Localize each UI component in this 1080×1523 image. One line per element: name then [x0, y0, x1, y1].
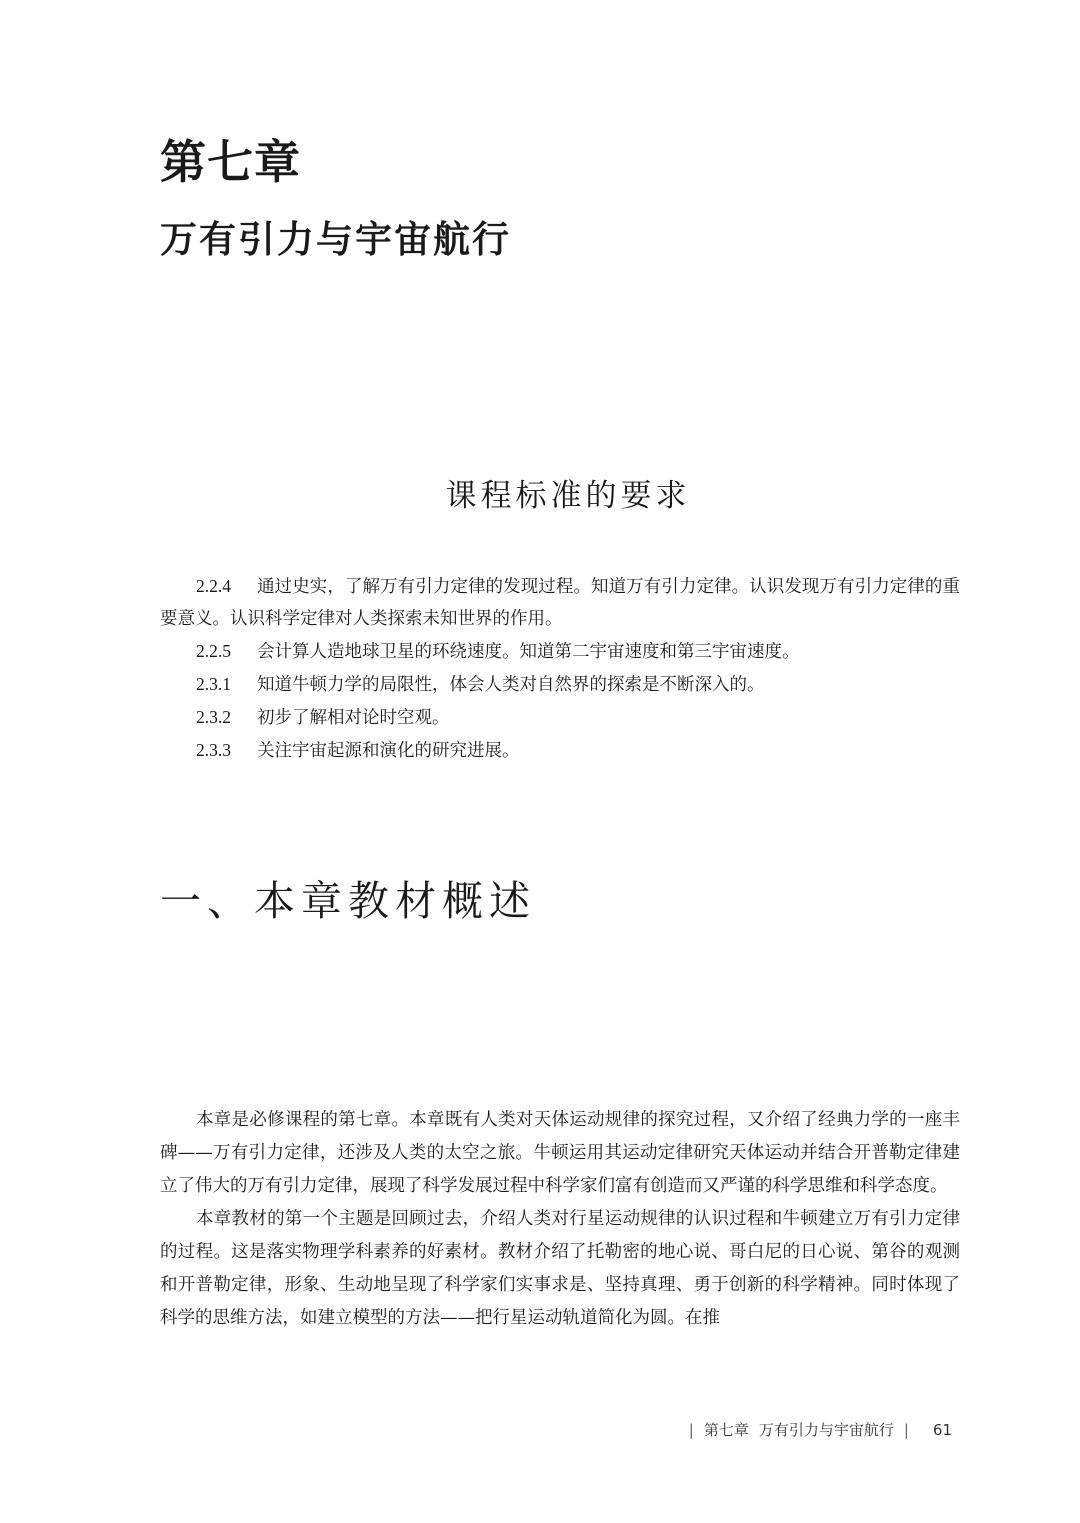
standards-item: [160, 701, 960, 734]
body-paragraph: 本章是必修课程的第七章。本章既有人类对天体运动规律的探究过程，又介绍了经典力学的一座丰碑——万有引力定律，还涉及人类的太空之旅。牛顿运用其运动定律研究天体运动并结合开普勒定律建立了伟大的万有引力定律，展现了科学发展过程中科学家们富有创造而又严谨的科学思维和科学态度。: [160, 1110, 960, 1196]
standards-item: [160, 570, 960, 635]
standards-item-code: 2.3.1: [196, 674, 231, 694]
standards-item: [160, 668, 960, 701]
footer-chapter-label: 第七章: [703, 1421, 749, 1439]
chapter-number: 第七章: [160, 135, 301, 189]
footer-separator: |: [903, 1421, 909, 1439]
standards-item-text: 通过史实，了解万有引力定律的发现过程。知道万有引力定律。认识发现万有引力定律的重要意义。认识科学定律对人类探索未知世界的作用。: [160, 577, 960, 629]
standards-item-text: 关注宇宙起源和演化的研究进展。: [257, 741, 520, 761]
standards-item: [160, 635, 960, 668]
footer-chapter-title: 万有引力与宇宙航行: [758, 1421, 894, 1439]
footer-separator: |: [688, 1421, 694, 1439]
standards-item: [160, 734, 960, 767]
page-number: 61: [932, 1421, 952, 1439]
page-footer: [679, 1418, 952, 1442]
standards-item-code: 2.2.5: [196, 641, 231, 661]
standards-item-code: 2.2.4: [196, 576, 231, 596]
standards-item-text: 知道牛顿力学的局限性，体会人类对自然界的探索是不断深入的。: [257, 675, 765, 695]
standards-item-text: 会计算人造地球卫星的环绕速度。知道第二宇宙速度和第三宇宙速度。: [257, 642, 800, 662]
body-paragraph: 本章教材的第一个主题是回顾过去，介绍人类对行星运动规律的认识过程和牛顿建立万有引力定律的过程。这是落实物理学科素养的好素材。教材介绍了托勒密的地心说、哥白尼的日心说、第谷的观测和开普勒定律，形象、生动地呈现了科学家们实事求是、坚持真理、勇于创新的科学精神。同时体现了科学的思维方法，如建立模型的方法——把行星运动轨道简化为圆。在推: [160, 1209, 960, 1328]
body-text: [160, 1104, 960, 1335]
standards-item-text: 初步了解相对论时空观。: [257, 708, 450, 728]
standards-heading: 课程标准的要求: [445, 478, 691, 514]
standards-item-code: 2.3.3: [196, 740, 231, 760]
chapter-title: 万有引力与宇宙航行: [160, 218, 511, 261]
standards-item-code: 2.3.2: [196, 707, 231, 727]
section-heading: 一、本章教材概述: [160, 877, 536, 925]
standards-list: [160, 570, 960, 767]
